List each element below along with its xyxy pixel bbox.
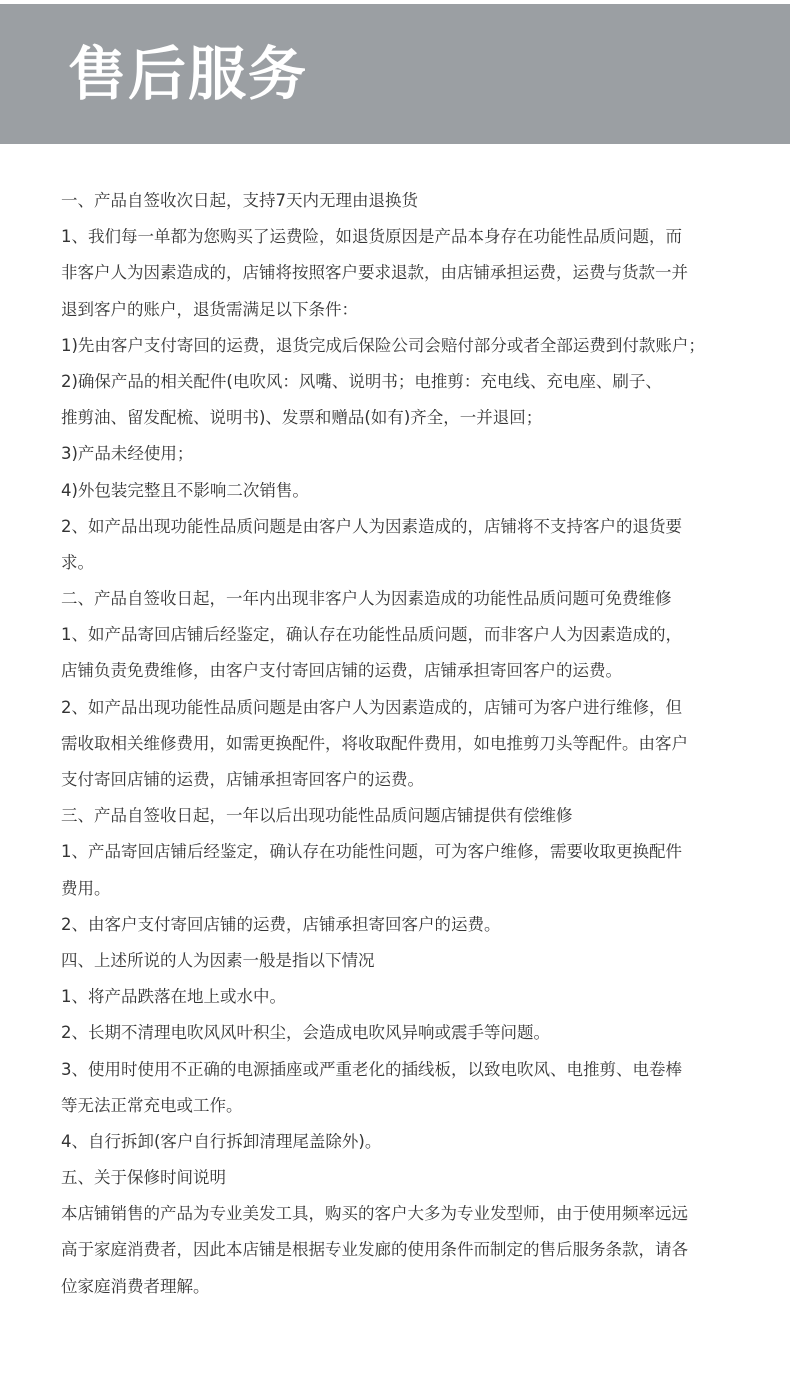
text-line: 1、如产品寄回店铺后经鉴定，确认存在功能性品质问题，而非客户人为因素造成的， (61, 625, 682, 645)
section-heading-free-repair: 二、产品自签收日起，一年内出现非客户人为因素造成的功能性品质问题可免费维修 (61, 589, 672, 609)
text-line: 位家庭消费者理解。 (61, 1276, 210, 1296)
text-line: 1、我们每一单都为您购买了运费险，如退货原因是产品本身存在功能性品质问题，而 (61, 227, 682, 247)
text-line: 推剪油、留发配梳、说明书)、发票和赠品(如有)齐全，一并退回； (61, 408, 543, 428)
header-banner (0, 4, 790, 144)
section-heading-return-policy: 一、产品自签收次日起，支持7天内无理由退换货 (61, 191, 418, 210)
text-line: 2、长期不清理电吹风风叶积尘，会造成电吹风异响或震手等问题。 (61, 1023, 550, 1043)
text-line: 2、由客户支付寄回店铺的运费，店铺承担寄回客户的运费。 (61, 914, 501, 934)
section-heading-human-factors: 四、上述所说的人为因素一般是指以下情况 (61, 950, 375, 970)
section-heading-paid-repair: 三、产品自签收日起，一年以后出现功能性品质问题店铺提供有偿维修 (61, 806, 573, 826)
text-line: 3)产品未经使用； (61, 444, 194, 464)
text-line: 店铺负责免费维修，由客户支付寄回店铺的运费，店铺承担寄回客户的运费。 (61, 661, 622, 681)
text-line: 需收取相关维修费用，如需更换配件，将收取配件费用，如电推剪刀头等配件。由客户 (61, 733, 688, 753)
section-heading-warranty-note: 五、关于保修时间说明 (61, 1168, 226, 1188)
policy-text (61, 183, 761, 1305)
text-line: 高于家庭消费者，因此本店铺是根据专业发廊的使用条件而制定的售后服务条款，请各 (61, 1240, 688, 1260)
text-line: 4、自行拆卸(客户自行拆卸清理尾盖除外)。 (61, 1131, 382, 1151)
text-line: 求。 (61, 552, 94, 572)
text-line: 2)确保产品的相关配件(电吹风：风嘴、说明书；电推剪：充电线、充电座、刷子、 (61, 371, 662, 391)
text-line: 3、使用时使用不正确的电源插座或严重老化的插线板，以致电吹风、电推剪、电卷棒 (61, 1059, 682, 1079)
page-title: 售后服务 (68, 40, 309, 108)
text-line: 1、产品寄回店铺后经鉴定，确认存在功能性问题，可为客户维修，需要收取更换配件 (61, 842, 682, 862)
text-line: 本店铺销售的产品为专业美发工具，购买的客户大多为专业发型师，由于使用频率远远 (61, 1204, 688, 1224)
text-line: 等无法正常充电或工作。 (61, 1095, 243, 1115)
text-line: 1、将产品跌落在地上或水中。 (61, 987, 286, 1007)
text-line: 退到客户的账户，退货需满足以下条件： (61, 299, 358, 319)
text-line: 费用。 (61, 878, 111, 898)
text-line: 1)先由客户支付寄回的运费，退货完成后保险公司会赔付部分或者全部运费到付款账户； (61, 335, 705, 355)
text-line: 2、如产品出现功能性品质问题是由客户人为因素造成的，店铺将不支持客户的退货要 (61, 516, 682, 536)
text-line: 非客户人为因素造成的，店铺将按照客户要求退款，由店铺承担运费，运费与货款一并 (61, 263, 688, 283)
text-line: 支付寄回店铺的运费，店铺承担寄回客户的运费。 (61, 770, 424, 789)
text-line: 2、如产品出现功能性品质问题是由客户人为因素造成的，店铺可为客户进行维修，但 (61, 697, 682, 717)
text-line: 4)外包装完整且不影响二次销售。 (61, 480, 309, 500)
